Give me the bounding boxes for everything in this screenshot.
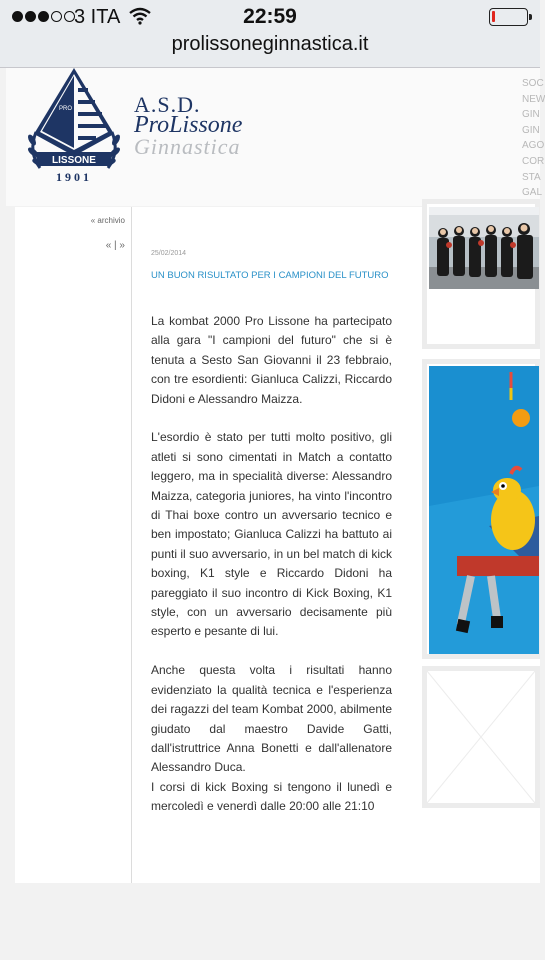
team-photo-image — [429, 207, 539, 289]
event-poster[interactable] — [429, 366, 539, 654]
article-paragraph: La kombat 2000 Pro Lissone ha partecipato alla gara "I campioni del futuro" che si è tenuta a Sesto San Giovanni il 23 febbraio, con tre esordienti: Gianluca Calizzi, Riccardo Didoni e Alessandro Maizza. — [151, 314, 392, 406]
article-date: 25/02/2014 — [151, 250, 187, 257]
article — [132, 207, 428, 883]
left-sidebar — [15, 207, 131, 883]
article-pager[interactable]: « | » — [105, 240, 125, 251]
carrier-name: 3 ITA — [74, 6, 121, 28]
poster-image — [429, 366, 539, 654]
article-title[interactable]: UN BUON RISULTATO PER I CAMPIONI DEL FUTURO — [151, 270, 389, 281]
photo-card[interactable] — [422, 199, 540, 349]
article-body — [151, 312, 392, 817]
brand-line-2: ProLissone — [134, 112, 243, 138]
archive-link[interactable]: « archivio — [90, 216, 125, 225]
nav-item[interactable]: GIN — [522, 109, 540, 121]
site-header — [6, 68, 545, 206]
article-paragraph: I corsi di kick Boxing si tengono il lunedì e mercoledì e venerdì dalle 20:00 alle 21:10 — [151, 779, 392, 814]
article-paragraph: Anche questa volta i risultati hanno evidenziato la qualità tecnica e l'esperienza dei ragazzi del team Kombat 2000, abilmente giudato dal maestro Davide Gatti, dall'istruttrice Anna Bonetti e dall'allenatore Alessandro Duca. — [151, 663, 392, 775]
clock: 22:59 — [243, 5, 297, 28]
nav-item[interactable]: STA — [522, 171, 541, 183]
team-photo[interactable] — [429, 207, 539, 289]
brand-line-1: A.S.D. — [134, 92, 201, 117]
logo-pro-text: PRO — [59, 106, 73, 112]
nav-item[interactable]: NEW — [522, 93, 545, 105]
status-bar — [0, 0, 540, 34]
club-logo-icon[interactable] — [26, 66, 122, 184]
main-nav — [522, 76, 545, 201]
placeholder-image — [427, 671, 535, 803]
nav-item[interactable]: GAL — [522, 187, 543, 199]
nav-item[interactable]: COR — [522, 155, 545, 167]
browser-chrome — [0, 0, 540, 68]
nav-item[interactable]: GIN — [522, 124, 540, 136]
brand-line-3: Ginnastica — [134, 134, 241, 159]
battery-icon — [489, 8, 528, 26]
empty-card — [422, 666, 540, 808]
nav-item[interactable]: AGO — [522, 140, 545, 152]
logo-year: 1901 — [56, 170, 92, 184]
logo-name-text: LISSONE — [52, 155, 96, 166]
poster-card[interactable] — [422, 359, 540, 659]
nav-item[interactable]: SOC — [522, 78, 544, 89]
address-bar[interactable]: prolissoneginnastica.it — [171, 33, 369, 55]
article-paragraph: L'esordio è stato per tutti molto positivo, gli atleti si sono cimentati in Match a contatto leggero, ma in specialità diverse: Alessandro Maizza, categoria juniores, ha vinto l'incontro di Thai boxe contro un avversario tecnico e ben impostato; Gianluca Calizzi ha battuto ai punti il suo avversario, in un bel match di kick boxing, K1 style e Riccardo Didoni ha pareggiato il suo incontro di Kick Boxing, K1 style, con un avversario decisamente più esperto e pesante di lui. — [151, 430, 392, 639]
